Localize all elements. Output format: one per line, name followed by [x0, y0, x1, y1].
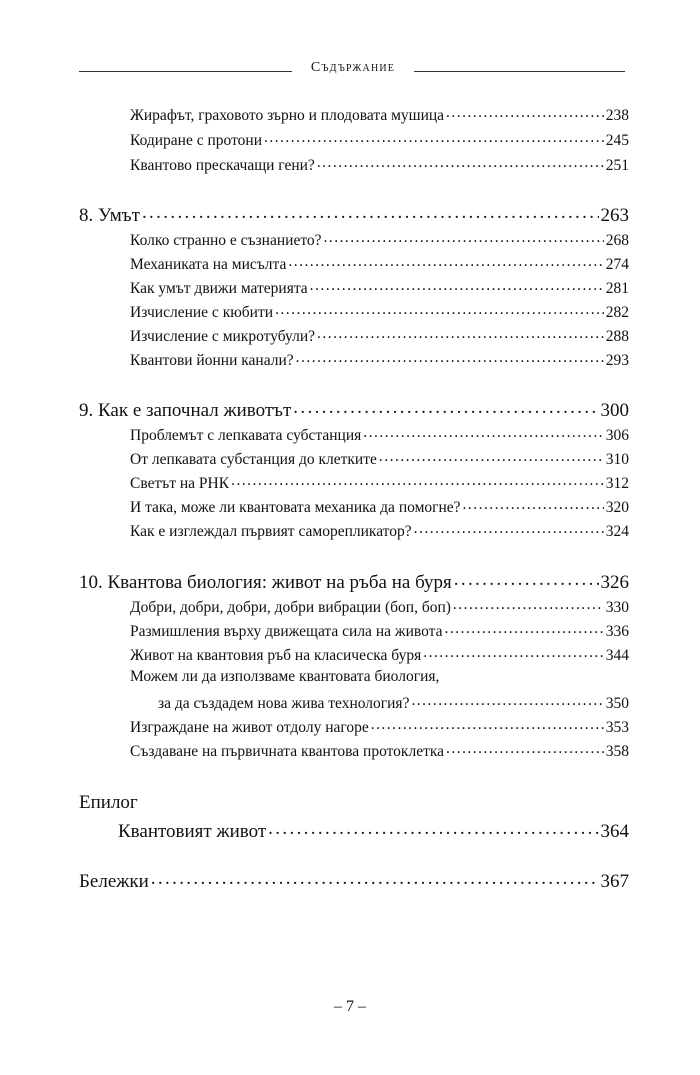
- toc-entry-title: Колко странно е съзнанието?: [130, 231, 322, 249]
- toc-entry-title: Изграждане на живот отдолу нагоре: [130, 718, 369, 736]
- toc-entry-page: 281: [605, 279, 629, 297]
- leader-dots: [296, 349, 604, 365]
- toc-entry-title: Размишления върху движещата сила на живота: [130, 622, 443, 640]
- toc-entry-page: 245: [605, 131, 629, 149]
- toc-entry-page: 353: [605, 718, 629, 736]
- toc-entry-title: Живот на квантовия ръб на класическа буря: [130, 646, 422, 664]
- leader-dots: [293, 397, 598, 416]
- toc-entry-page: 344: [605, 646, 629, 664]
- toc-chapter-title: Бележки: [79, 871, 149, 892]
- toc-chapter-page: 326: [600, 572, 629, 593]
- toc-entry: [130, 154, 629, 175]
- header-rule-left: [79, 71, 292, 72]
- leader-dots: [414, 520, 604, 536]
- toc-entry-page: 282: [605, 303, 629, 321]
- toc-entry: [130, 520, 629, 541]
- toc-entry-page: 238: [605, 106, 629, 124]
- toc-chapter: [79, 569, 629, 594]
- toc-entry: [130, 740, 629, 761]
- toc-entry: [130, 325, 629, 346]
- toc-entry-page: 358: [605, 742, 629, 760]
- toc-chapter-page: 300: [600, 400, 629, 421]
- leader-dots: [288, 253, 603, 269]
- toc-chapter-page: 263: [600, 205, 629, 226]
- toc-chapter: [79, 868, 629, 893]
- toc-chapter-title: 8. Умът: [79, 205, 140, 226]
- toc-entry-title: Механиката на мисълта: [130, 255, 287, 273]
- leader-dots: [446, 104, 604, 120]
- leader-dots: [231, 472, 604, 488]
- toc-entry-title: Изчисление с кюбити: [130, 303, 274, 321]
- leader-dots: [264, 129, 604, 145]
- toc-entry-title: Добри, добри, добри, добри вибрации (боп, боп): [130, 598, 451, 616]
- toc-entry-title: Квантово прескачащи гени?: [130, 156, 315, 174]
- toc-entry-title: Кодиране с протони: [130, 131, 262, 149]
- toc-entry-title: за да създадем нова жива технология?: [158, 694, 410, 712]
- header-rule-right: [414, 71, 625, 72]
- leader-dots: [268, 818, 598, 837]
- leader-dots: [363, 424, 603, 440]
- toc-entry-page: 274: [605, 255, 629, 273]
- leader-dots: [142, 202, 599, 221]
- toc-chapter-title: Квантовият живот: [118, 821, 267, 842]
- running-header: [79, 60, 625, 82]
- header-title: Съдържание: [310, 60, 396, 75]
- leader-dots: [379, 448, 604, 464]
- toc-chapter: [118, 818, 629, 843]
- toc-entry: [130, 301, 629, 322]
- toc-entry-title: От лепкавата субстанция до клетките: [130, 450, 377, 468]
- toc-chapter-title: 10. Квантова биология: живот на ръба на буря: [79, 572, 452, 593]
- toc-entry-page: 330: [605, 598, 629, 616]
- leader-dots: [463, 496, 604, 512]
- leader-dots: [444, 620, 603, 636]
- toc-entry-title-line1: Можем ли да използваме квантовата биология,: [130, 668, 440, 685]
- toc-entry: [130, 349, 629, 370]
- toc-entry-page: 320: [605, 498, 629, 516]
- toc-entry: [130, 104, 629, 125]
- leader-dots: [411, 692, 603, 708]
- toc-entry-page: 310: [605, 450, 629, 468]
- toc-entry-title: И така, може ли квантовата механика да помогне?: [130, 498, 461, 516]
- toc-entry-title: Жирафът, граховото зърно и плодовата мушица: [130, 106, 445, 124]
- toc-entry-title: Създаване на първичната квантова протоклетка: [130, 742, 445, 760]
- toc-entry-page: 293: [605, 351, 629, 369]
- toc-entry-title: Как е изглеждал първият саморепликатор?: [130, 522, 412, 540]
- toc-entry-page: 306: [605, 426, 629, 444]
- toc-chapter-title: 9. Как е започнал животът: [79, 400, 292, 421]
- toc-entry: [130, 448, 629, 469]
- toc-entry: [158, 692, 629, 713]
- toc-entry-title: Квантови йонни канали?: [130, 351, 294, 369]
- toc-entry-title: Проблемът с лепкавата субстанция: [130, 426, 362, 444]
- toc-chapter: [79, 397, 629, 422]
- toc-chapter-page: 364: [600, 821, 629, 842]
- toc-entry-page: 350: [605, 694, 629, 712]
- toc-entry: [130, 229, 629, 250]
- toc-entry: [130, 129, 629, 150]
- leader-dots: [275, 301, 604, 317]
- leader-dots: [151, 868, 599, 887]
- toc-entry-page: 288: [605, 327, 629, 345]
- leader-dots: [453, 596, 604, 612]
- leader-dots: [454, 569, 599, 588]
- leader-dots: [423, 644, 604, 660]
- leader-dots: [317, 325, 604, 341]
- toc-entry: [130, 472, 629, 493]
- toc-entry: [130, 716, 629, 737]
- toc-entry-title: Изчисление с микротубули?: [130, 327, 316, 345]
- toc-entry-page: 312: [605, 474, 629, 492]
- toc-entry: [130, 277, 629, 298]
- toc-entry: [130, 424, 629, 445]
- toc-entry-page: 268: [605, 231, 629, 249]
- toc-entry-title: Светът на РНК: [130, 474, 230, 492]
- leader-dots: [324, 229, 604, 245]
- toc-entry-page: 324: [605, 522, 629, 540]
- leader-dots: [446, 740, 604, 756]
- leader-dots: [310, 277, 604, 293]
- leader-dots: [317, 154, 604, 170]
- toc-entry: [130, 620, 629, 641]
- toc-entry: [130, 596, 629, 617]
- toc-chapter-page: 367: [600, 871, 629, 892]
- toc-entry-page: 251: [605, 156, 629, 174]
- toc-entry-page: 336: [605, 622, 629, 640]
- page-number: – 7 –: [334, 998, 366, 1015]
- toc-entry: [130, 253, 629, 274]
- toc-chapter: [79, 202, 629, 227]
- toc-entry: [130, 644, 629, 665]
- toc-section-epilogue: Епилог: [79, 792, 138, 813]
- toc-entry-title: Как умът движи материята: [130, 279, 308, 297]
- toc-entry: [130, 496, 629, 517]
- leader-dots: [371, 716, 604, 732]
